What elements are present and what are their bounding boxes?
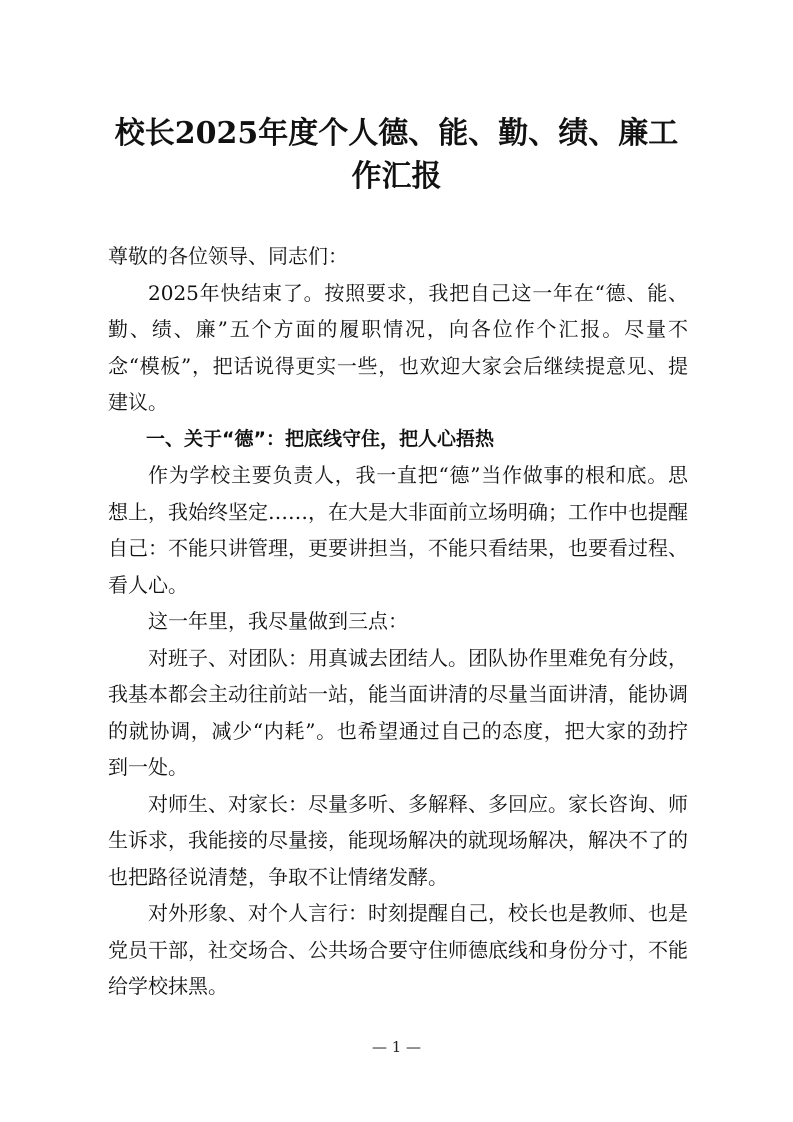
document-body — [108, 238, 688, 1005]
paragraph-conduct: 对外形象、对个人言行：时刻提醒自己，校长也是教师、也是党员干部，社交场合、公共场合要守住师德底线和身份分寸，不能给学校抹黑。 — [108, 901, 688, 998]
salutation: 尊敬的各位领导、同志们： — [108, 244, 348, 268]
paragraph-teachers-parents: 对师生、对家长：尽量多听、多解释、多回应。家长咨询、师生诉求，我能接的尽量接，能现场解决的就现场解决，解决不了的也把路径说清楚，争取不让情绪发酵。 — [108, 791, 688, 889]
paragraph-team: 对班子、对团队：用真诚去团结人。团队协作里难免有分歧，我基本都会主动往前站一站，能当面讲清的尽量当面讲清，能协调的就协调，减少“内耗”。也希望通过自己的态度，把大家的劲拧到一处。 — [108, 645, 688, 779]
page-number: — 1 — — [371, 1038, 422, 1056]
paragraph-de-foundation: 作为学校主要负责人，我一直把“德”当作做事的根和底。思想上，我始终坚定……，在大是大非面前立场明确；工作中也提醒自己：不能只讲管理，更要讲担当，不能只看结果，也要看过程、看人心。 — [108, 463, 688, 597]
document-title: 校长2025年度个人德、能、勤、绩、廉工作汇报 — [114, 116, 679, 194]
section-heading-de: 一、关于“德”：把底线守住，把人心捂热 — [146, 427, 494, 450]
paragraph-intro: 2025年快结束了。按照要求，我把自己这一年在“德、能、勤、绩、廉”五个方面的履职情况，向各位作个汇报。尽量不念“模板”，把话说得更实一些，也欢迎大家会后继续提意见、提建议。 — [108, 280, 688, 414]
paragraph-three-points: 这一年里，我尽量做到三点： — [148, 609, 408, 633]
